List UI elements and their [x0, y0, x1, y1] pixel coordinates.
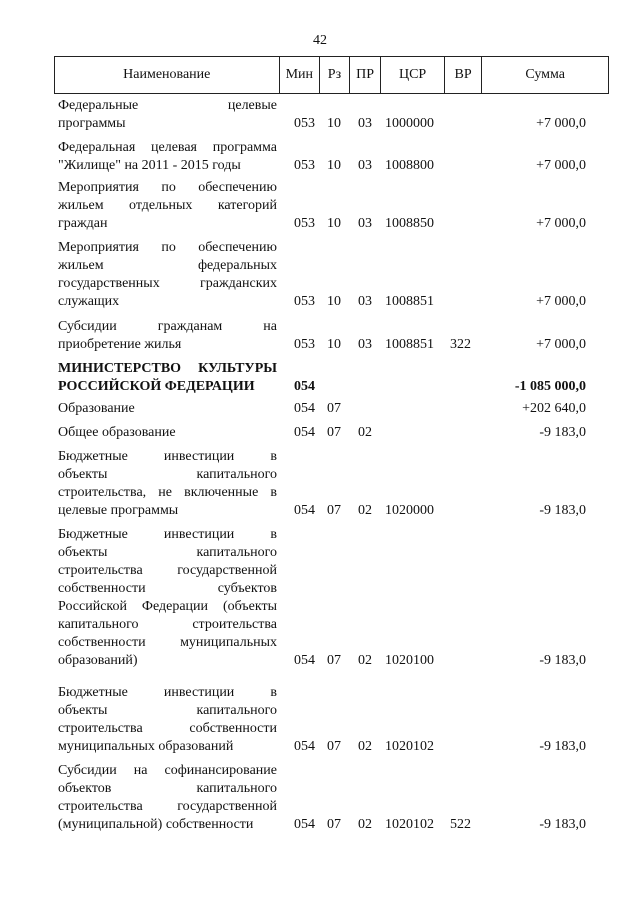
table-row: [0, 318, 640, 354]
header-name: Наименование: [55, 57, 280, 93]
cell-sum: +7 000,0: [536, 294, 586, 309]
cell-sum: -9 183,0: [539, 817, 586, 832]
row-name-line: Российской Федерации (объекты: [58, 599, 277, 614]
cell-sum: -9 183,0: [539, 739, 586, 754]
header-rz: Рз: [320, 57, 350, 93]
row-name: [58, 239, 277, 311]
cell-pr: 02: [358, 653, 372, 668]
row-name-line: МИНИСТЕРСТВО КУЛЬТУРЫ: [58, 361, 277, 376]
row-name: [58, 526, 277, 670]
cell-pr: 02: [358, 425, 372, 440]
cell-min: 054: [294, 401, 315, 416]
row-name-line: строительства собственности: [58, 721, 277, 736]
cell-pr: 03: [358, 337, 372, 352]
table-row: [0, 239, 640, 311]
cell-rz: 10: [327, 216, 341, 231]
row-name-line: Мероприятия по обеспечению: [58, 180, 277, 195]
row-name-line: капитального строительства: [58, 617, 277, 632]
cell-csr: 1008851: [385, 294, 434, 309]
table-row: [0, 684, 640, 756]
cell-csr: 1008850: [385, 216, 434, 231]
row-name-line: Субсидии гражданам на: [58, 319, 277, 334]
cell-min: 054: [294, 425, 315, 440]
header-pr: ПР: [350, 57, 382, 93]
row-name-line: (муниципальной) собственности: [58, 817, 254, 832]
header-vr: ВР: [445, 57, 483, 93]
cell-min: 054: [294, 503, 315, 518]
header-csr: ЦСР: [381, 57, 444, 93]
cell-csr: 1020000: [385, 503, 434, 518]
cell-csr: 1000000: [385, 116, 434, 131]
cell-csr: 1020100: [385, 653, 434, 668]
cell-pr: 02: [358, 503, 372, 518]
row-name-line: "Жилище" на 2011 - 2015 годы: [58, 158, 241, 173]
table-row: [0, 762, 640, 834]
cell-min: 054: [294, 379, 315, 394]
cell-csr: 1008851: [385, 337, 434, 352]
table-row: [0, 400, 640, 418]
row-name-line: государственных гражданских: [58, 276, 277, 291]
row-name: [58, 318, 277, 354]
row-name-line: образований): [58, 653, 138, 668]
cell-pr: 03: [358, 158, 372, 173]
row-name-line: объекты капитального: [58, 545, 277, 560]
table-row: [0, 424, 640, 442]
cell-csr: 1020102: [385, 739, 434, 754]
cell-pr: 03: [358, 116, 372, 131]
row-name-line: Общее образование: [58, 425, 176, 440]
table-row: [0, 97, 640, 133]
row-name: [58, 97, 277, 133]
row-name: [58, 139, 277, 175]
cell-rz: 07: [327, 401, 341, 416]
cell-pr: 02: [358, 739, 372, 754]
cell-min: 054: [294, 653, 315, 668]
row-name: [58, 179, 277, 233]
cell-pr: 03: [358, 294, 372, 309]
cell-vr: 322: [450, 337, 471, 352]
header-sum: Сумма: [525, 67, 565, 82]
table-row: [0, 448, 640, 520]
row-name: [58, 424, 277, 442]
cell-sum: -9 183,0: [539, 503, 586, 518]
cell-sum: +202 640,0: [522, 401, 586, 416]
row-name-line: объектов капитального: [58, 781, 277, 796]
row-name-line: строительства государственной: [58, 563, 277, 578]
cell-rz: 07: [327, 739, 341, 754]
cell-rz: 07: [327, 503, 341, 518]
row-name-line: Субсидии на софинансирование: [58, 763, 277, 778]
cell-rz: 10: [327, 294, 341, 309]
row-name-line: объекты капитального: [58, 703, 277, 718]
cell-pr: 03: [358, 216, 372, 231]
table-header: [54, 56, 609, 94]
row-name-line: собственности муниципальных: [58, 635, 277, 650]
cell-rz: 07: [327, 653, 341, 668]
cell-sum: -9 183,0: [539, 653, 586, 668]
cell-sum: +7 000,0: [536, 216, 586, 231]
row-name-line: граждан: [58, 216, 108, 231]
cell-sum: -1 085 000,0: [514, 379, 586, 394]
row-name: [58, 684, 277, 756]
row-name-line: Мероприятия по обеспечению: [58, 240, 277, 255]
table-row: [0, 179, 640, 233]
page-number: 42: [313, 33, 327, 48]
row-name-line: Федеральная целевая программа: [58, 140, 277, 155]
cell-sum: +7 000,0: [536, 337, 586, 352]
row-name-line: служащих: [58, 294, 120, 309]
row-name-line: Федеральные целевые: [58, 98, 277, 113]
row-name-line: строительства государственной: [58, 799, 277, 814]
cell-rz: 10: [327, 116, 341, 131]
cell-csr: 1020102: [385, 817, 434, 832]
header-min: Мин: [280, 57, 321, 93]
row-name: [58, 448, 277, 520]
cell-rz: 07: [327, 425, 341, 440]
row-name-line: жильем федеральных: [58, 258, 277, 273]
row-name-line: Бюджетные инвестиции в: [58, 527, 277, 542]
cell-min: 053: [294, 116, 315, 131]
row-name-line: муниципальных образований: [58, 739, 234, 754]
cell-min: 054: [294, 817, 315, 832]
cell-min: 054: [294, 739, 315, 754]
row-name-line: РОССИЙСКОЙ ФЕДЕРАЦИИ: [58, 379, 255, 394]
row-name-line: объекты капитального: [58, 467, 277, 482]
cell-rz: 10: [327, 337, 341, 352]
cell-rz: 10: [327, 158, 341, 173]
row-name: [58, 400, 277, 418]
row-name-line: Образование: [58, 401, 135, 416]
cell-csr: 1008800: [385, 158, 434, 173]
table-row: [0, 139, 640, 175]
cell-sum: +7 000,0: [536, 116, 586, 131]
cell-pr: 02: [358, 817, 372, 832]
cell-vr: 522: [450, 817, 471, 832]
cell-min: 053: [294, 337, 315, 352]
row-name-line: собственности субъектов: [58, 581, 277, 596]
row-name-line: программы: [58, 116, 126, 131]
cell-sum: +7 000,0: [536, 158, 586, 173]
row-name-line: жильем отдельных категорий: [58, 198, 277, 213]
cell-min: 053: [294, 294, 315, 309]
row-name-line: целевые программы: [58, 503, 179, 518]
cell-min: 053: [294, 216, 315, 231]
cell-min: 053: [294, 158, 315, 173]
row-name-line: приобретение жилья: [58, 337, 182, 352]
table-row: [0, 526, 640, 670]
row-name-line: Бюджетные инвестиции в: [58, 685, 277, 700]
table-row: [0, 360, 640, 396]
row-name-line: строительства, не включенные в: [58, 485, 277, 500]
row-name: [58, 360, 277, 396]
row-name: [58, 762, 277, 834]
row-name-line: Бюджетные инвестиции в: [58, 449, 277, 464]
cell-sum: -9 183,0: [539, 425, 586, 440]
cell-rz: 07: [327, 817, 341, 832]
